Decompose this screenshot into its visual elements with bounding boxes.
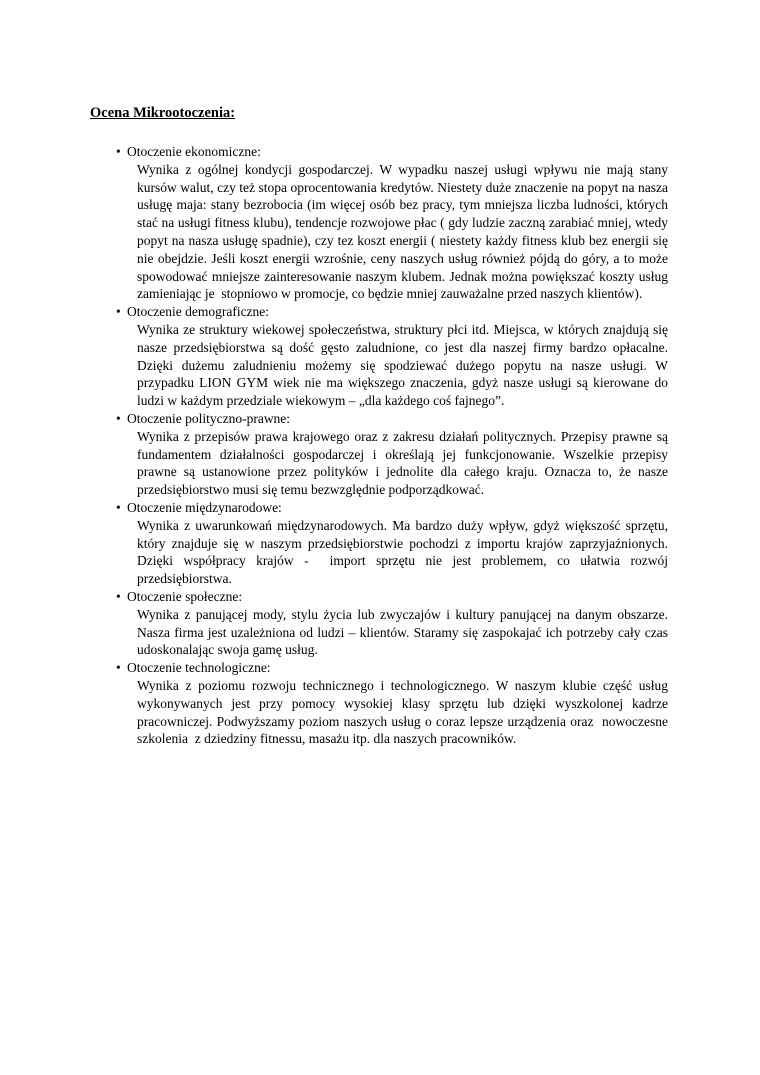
section-otoczenie-technologiczne	[90, 659, 672, 748]
section-body: Wynika z poziomu rozwoju technicznego i technologicznego. W naszym klubie część usług wykonywanych jest przy pomocy wysokiej klasy sprzętu lub dzięki wyszkolonej kadrze pracowniczej. Podwyższamy poziom naszych usług o coraz lepsze urządzenia oraz nowoczesne szkolenia z dziedziny fitnessu, masażu itp. dla naszych pracowników.	[137, 677, 672, 747]
section-otoczenie-ekonomiczne	[90, 143, 672, 303]
section-body: Wynika z przepisów prawa krajowego oraz z zakresu działań politycznych. Przepisy prawne są fundamentem działalności gospodarczej i określają jej funkcjonowanie. Wszelkie przepisy prawne są ustanowione przez polityków i jednolite dla całego kraju. Oznacza to, że nasze przedsiębiorstwo musi się temu bezwzględnie podporządkować.	[137, 428, 672, 498]
section-heading	[90, 303, 668, 321]
section-heading	[90, 143, 668, 161]
section-heading-label: Otoczenie polityczno-prawne:	[127, 410, 291, 426]
bullet-icon: •	[116, 304, 121, 320]
bullet-icon: •	[116, 588, 121, 604]
section-otoczenie-miedzynarodowe	[90, 499, 672, 588]
section-body: Wynika ze struktury wiekowej społeczeństwa, struktury płci itd. Miejsca, w których znajdują się nasze przedsiębiorstwa są dość gęsto zaludnione, co jest dla naszej firmy bardzo opłacalne. Dzięki dużemu zaludnieniu możemy się spodziewać dużego popytu na nasze usługi. W przypadku LION GYM wiek nie ma większego znaczenia, gdyż nasze usługi są kierowane do ludzi w każdym przedziale wiekowym – „dla każdego coś fajnego”.	[137, 321, 672, 409]
section-body: Wynika z uwarunkowań międzynarodowych. Ma bardzo duży wpływ, gdyż większość sprzętu, który znajduje się w naszym przedsiębiorstwie pochodzi z importu krajów zaprzyjaźnionych. Dzięki współpracy krajów - import sprzętu nie jest problemem, co ułatwia rozwój przedsiębiorstwa.	[137, 517, 672, 587]
section-heading	[90, 410, 668, 428]
section-body: Wynika z ogólnej kondycji gospodarczej. W wypadku naszej usługi wpływu nie mają stany kursów walut, czy też stopa oprocentowania kredytów. Niestety duże znaczenie na popyt na nasza usługę maja: stany bezrobocia (im więcej osób bez pracy, tym mniejsza liczba ludności, których stać na usługi fitness klubu), tendencje rozwojowe płac ( gdy ludzie zaczną zarabiać mniej, wtedy popyt na nasza usługę spadnie), czy tez koszt energii ( niestety każdy fitness klub bez energii się nie obejdzie. Jeśli koszt energii wzrośnie, ceny naszych usług również pójdą do góry, a to może spowodować mniejsze zainteresowanie naszym klubem. Jednak można powiększać koszty usług zamieniając je stopniowo w promocje, co będzie mniej zauważalne przed naszych klientów).	[137, 161, 672, 302]
section-otoczenie-demograficzne	[90, 303, 672, 410]
section-heading-label: Otoczenie demograficzne:	[127, 304, 270, 320]
section-heading	[90, 499, 668, 517]
section-otoczenie-spoleczne	[90, 588, 672, 659]
bullet-icon: •	[116, 499, 121, 515]
section-body: Wynika z panującej mody, stylu życia lub zwyczajów i kultury panującej na danym obszarze. Nasza firma jest uzależniona od ludzi – klientów. Staramy się zaspokajać ich potrzeby cały czas udoskonalając swoja gamę usług.	[137, 606, 672, 658]
bullet-icon: •	[116, 660, 121, 676]
section-heading-label: Otoczenie technologiczne:	[127, 660, 271, 676]
section-heading-label: Otoczenie społeczne:	[127, 588, 243, 604]
section-heading	[90, 659, 668, 677]
section-otoczenie-polityczno-prawne	[90, 410, 672, 499]
bullet-icon: •	[116, 144, 121, 159]
section-heading-label: Otoczenie międzynarodowe:	[127, 499, 282, 515]
section-heading-label: Otoczenie ekonomiczne:	[127, 144, 261, 159]
section-heading	[90, 588, 668, 606]
bullet-icon: •	[116, 410, 121, 426]
page-title: Ocena Mikrootoczenia:	[90, 105, 236, 121]
document-content	[90, 104, 672, 748]
